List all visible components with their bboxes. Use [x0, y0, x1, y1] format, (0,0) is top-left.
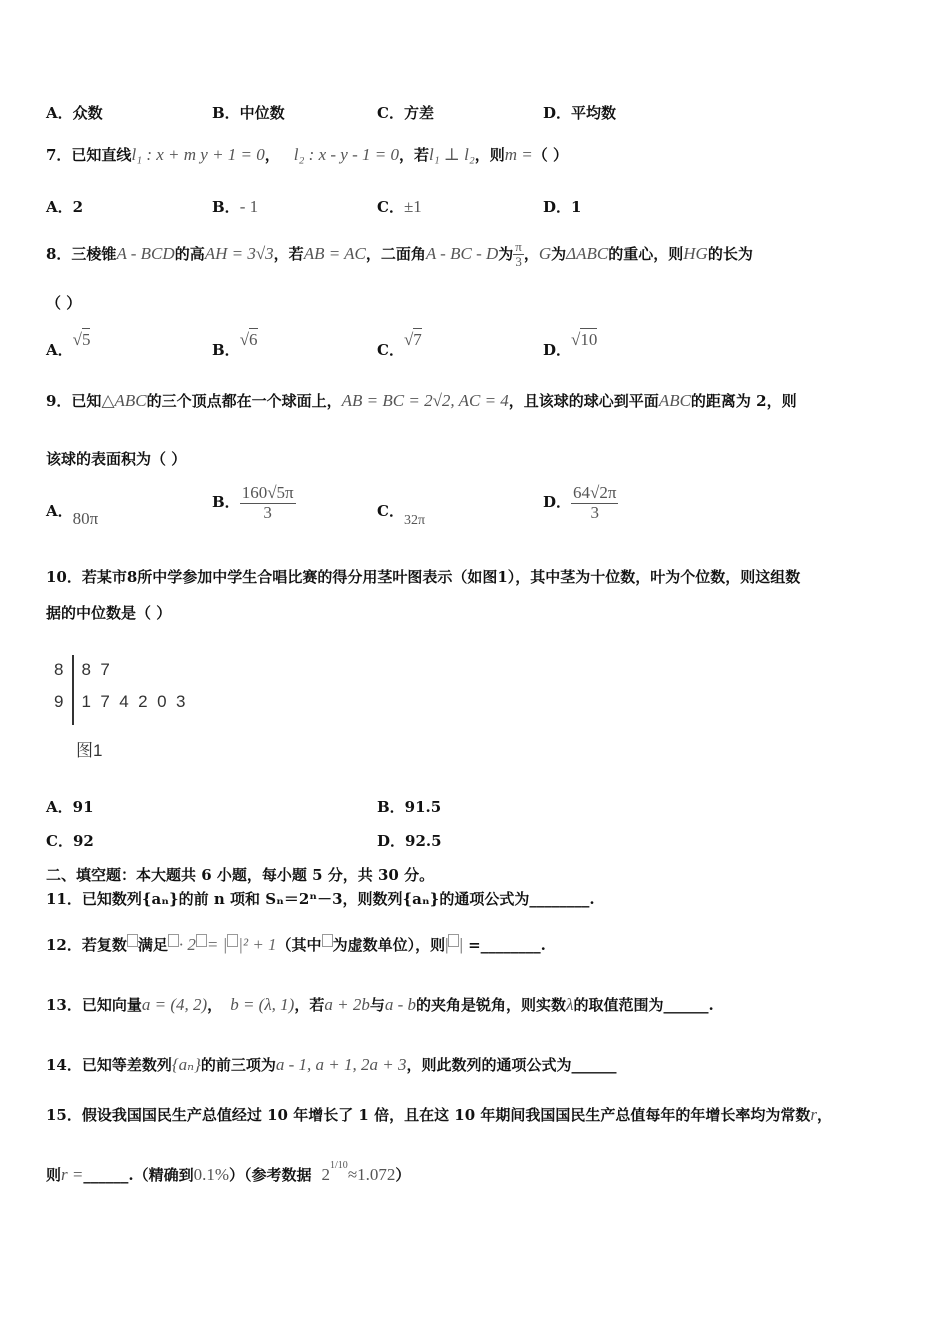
question-10-line2: 据的中位数是（ ） [46, 604, 172, 622]
question-15: 15．假设我国国民生产总值经过 10 年增长了 1 倍，且在这 10 年期间我国国民生产总值每年的年增长率均为常数r， [46, 1105, 833, 1124]
question-11: 11．已知数列{aₙ}的前 n 项和 Sₙ＝2ⁿ－3，则数列{aₙ}的通项公式为________. [46, 890, 595, 908]
placeholder-box-icon [448, 934, 459, 947]
q7-option-c: C．±1 [377, 197, 422, 216]
q9-option-a: A．80π [46, 502, 99, 528]
placeholder-box-icon [196, 934, 207, 947]
placeholder-box-icon [322, 934, 333, 947]
q10-option-b: B．91.5 [377, 798, 442, 816]
placeholder-box-icon [127, 934, 138, 947]
question-9-line2: 该球的表面积为（ ） [46, 450, 187, 468]
figure-caption: 图1 [76, 741, 103, 760]
question-9: 9．已知△ABC的三个顶点都在一个球面上，AB = BC = 2√2, AC = 4，且该球的球心到平面ABC的距离为 2，则 [46, 391, 797, 410]
q8-paren: （ ） [46, 294, 82, 312]
question-7: 7．已知直线l₁ : x + m y + 1 = 0， l₂ : x - y - 1 = 0，若l₁ ⊥ l₂，则m =（ ） [46, 145, 569, 164]
q7-option-d: D．1 [543, 198, 582, 216]
q8-option-c: C．√7 [377, 330, 422, 359]
q10-option-c: C．92 [46, 832, 94, 850]
q7-option-a: A．2 [46, 198, 84, 216]
q9-option-c: C．32π [377, 502, 426, 528]
stem-row: 9 1 7 4 2 0 3 [54, 692, 186, 711]
question-14: 14．已知等差数列{aₙ}的前三项为a - 1, a + 1, 2a + 3，则此数列的通项公式为______ [46, 1055, 617, 1074]
placeholder-box-icon [227, 934, 238, 947]
q10-option-a: A．91 [46, 798, 94, 816]
question-12: 12．若复数 满足 · 2 = | |² + 1（其中 为虚数单位），则| | =________. [46, 935, 546, 954]
placeholder-box-icon [168, 934, 179, 947]
q8-option-d: D．√10 [543, 330, 598, 359]
q8-option-a: A．√5 [46, 330, 91, 359]
q9-option-d: D． $\frac{64√2\pi}{3}$ [543, 483, 617, 522]
q8-option-b: B．√6 [212, 330, 258, 359]
question-15-line2: 则r =______.（精确到0.1%）（参考数据 $2^{1/10}\approx 1.072$） [46, 1160, 411, 1184]
q7-option-b: B．- 1 [212, 197, 259, 216]
question-8: 8．三棱锥A - BCD的高AH = 3√3，若AB = AC，二面角A - BC - D为 $\frac{\pi}{3}$ ，G为ΔABC的重心，则HG的长为 [46, 239, 753, 270]
pi-over-3: $\frac{\pi}{3}$ [515, 239, 522, 270]
question-10: 10．若某市8所中学参加中学生合唱比赛的得分用茎叶图表示（如图1），其中茎为十位数，叶为个位数，则这组数 [46, 568, 801, 586]
q6-option-b: B．中位数 [212, 104, 285, 122]
q9-option-b: B． $\frac{160√5\pi}{3}$ [212, 483, 294, 522]
section-2-heading: 二、填空题：本大题共 6 小题，每小题 5 分，共 30 分。 [46, 866, 435, 884]
q6-option-d: D．平均数 [543, 104, 617, 122]
q10-option-d: D．92.5 [377, 832, 442, 850]
question-13: 13．已知向量a = (4, 2)， b = (λ, 1)，若a + 2b与a - b的夹角是锐角，则实数λ的取值范围为______. [46, 995, 714, 1014]
stem-leaf-plot [44, 650, 244, 760]
q6-option-a: A．众数 [46, 104, 103, 122]
q6-option-c: C．方差 [377, 104, 434, 122]
stem-row: 8 8 7 [54, 660, 110, 679]
stem-divider [72, 655, 74, 725]
